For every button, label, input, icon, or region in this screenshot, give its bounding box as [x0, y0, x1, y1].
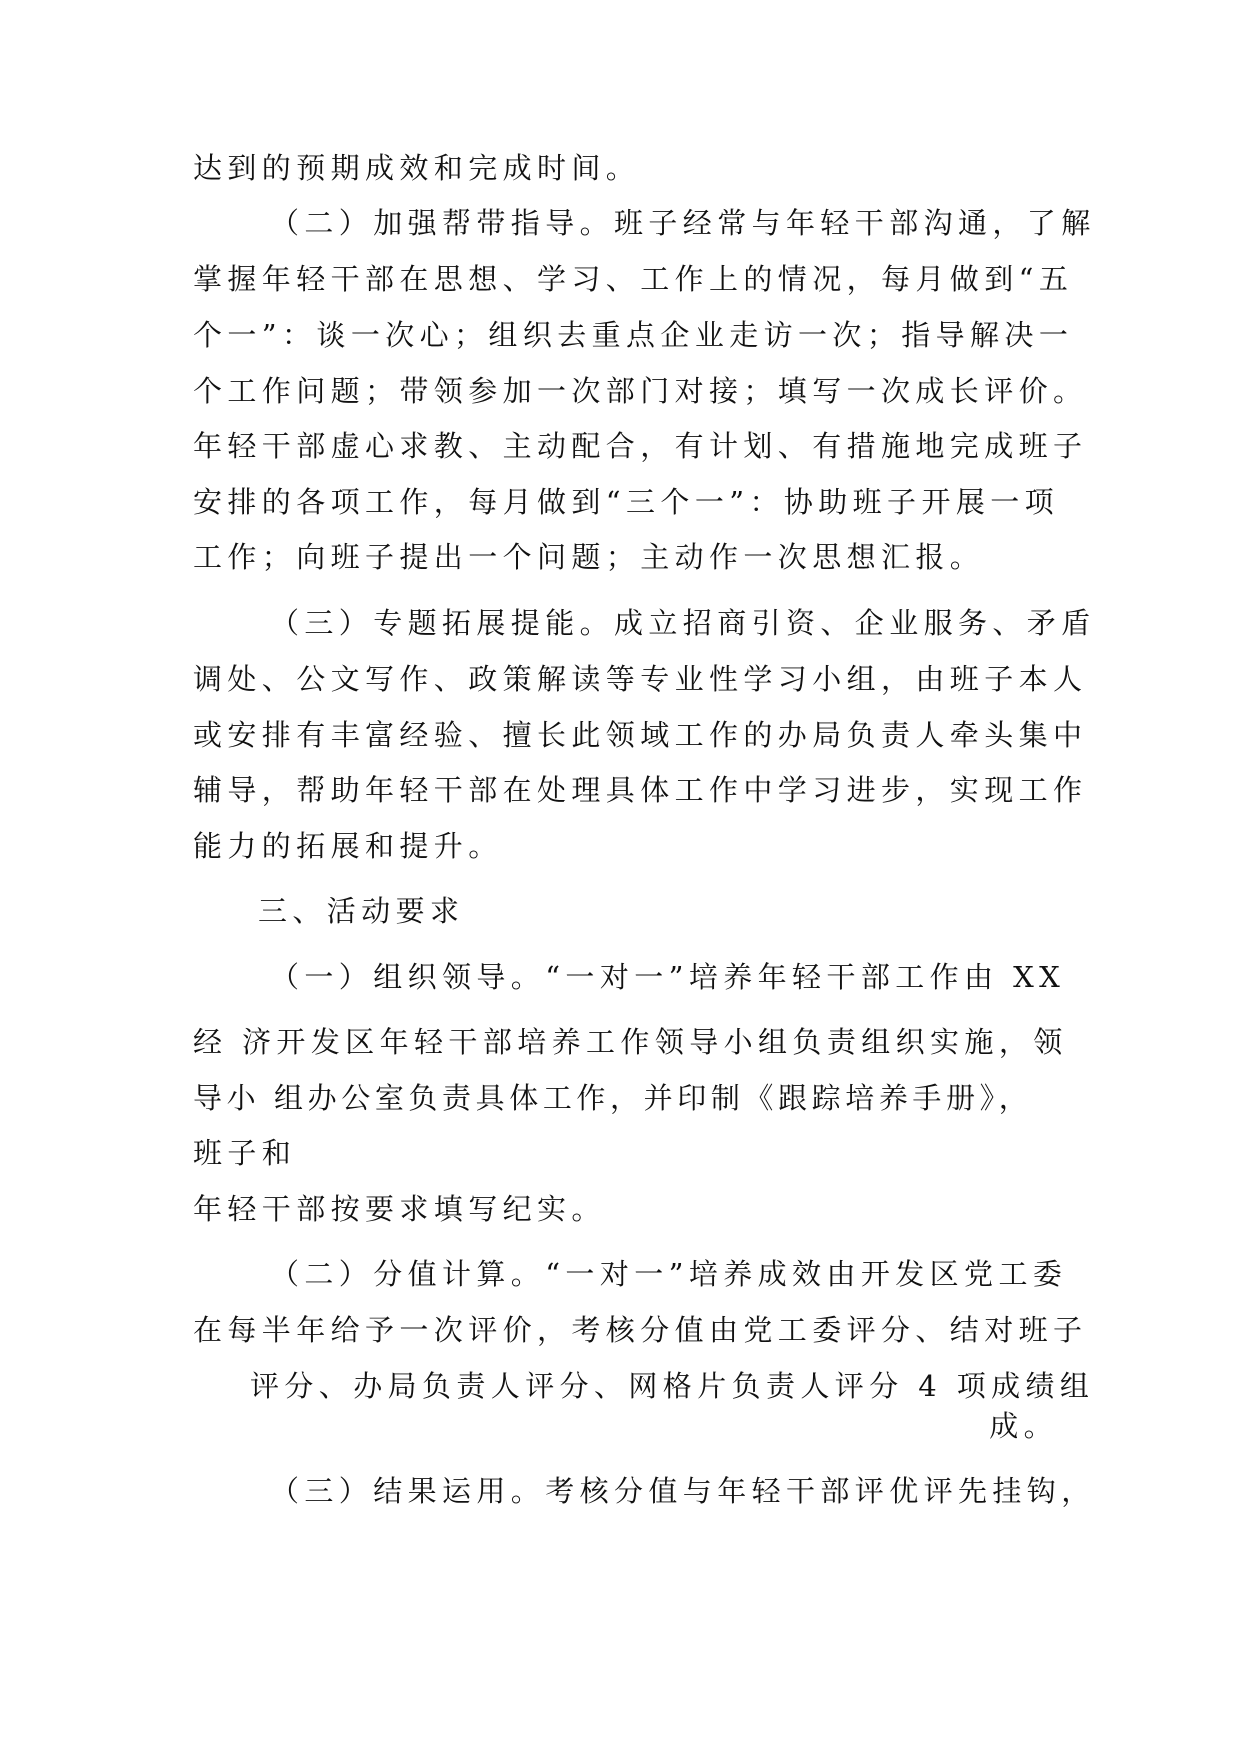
text-line: 个工作问题；带领参加一次部门对接；填写一次成长评价。 — [193, 374, 1088, 408]
text-line: 工作；向班子提出一个问题；主动作一次思想汇报。 — [193, 540, 985, 574]
text-line: 在每半年给予一次评价，考核分值由党工委评分、结对班子 — [193, 1313, 1088, 1347]
text-line: 经 济开发区年轻干部培养工作领导小组负责组织实施，领 — [193, 1025, 1068, 1059]
text-line: （三）结果运用。考核分值与年轻干部评优评先挂钩， — [270, 1474, 1096, 1508]
text-line: 导小 组办公室负责具体工作，并印制《跟踪培养手册》， — [193, 1081, 1033, 1115]
text-line: 调处、公文写作、政策解读等专业性学习小组，由班子本人 — [193, 662, 1088, 696]
text-line: 成。 — [989, 1409, 1058, 1443]
section-heading: 三、活动要求 — [258, 894, 465, 928]
text-line: 评分、办局负责人评分、网格片负责人评分 4 项成绩组 — [250, 1369, 1095, 1403]
text-line: （一）组织领导。“一对一”培养年轻干部工作由 XX — [270, 960, 1066, 994]
text-line: 达到的预期成效和完成时间。 — [193, 151, 641, 185]
text-line: 辅导，帮助年轻干部在处理具体工作中学习进步，实现工作 — [193, 773, 1088, 807]
text-line: 或安排有丰富经验、擅长此领域工作的办局负责人牵头集中 — [193, 718, 1088, 752]
text-line: （三）专题拓展提能。成立招商引资、企业服务、矛盾 — [270, 606, 1096, 640]
text-line: 能力的拓展和提升。 — [193, 829, 503, 863]
text-line: 安排的各项工作，每月做到“三个一”：协助班子开展一项 — [193, 485, 1060, 519]
text-line: 年轻干部按要求填写纪实。 — [193, 1192, 606, 1226]
text-line: 个一”：谈一次心；组织去重点企业走访一次；指导解决一 — [193, 318, 1074, 352]
text-line: （二）分值计算。“一对一”培养成效由开发区党工委 — [270, 1257, 1068, 1291]
text-line: 年轻干部虚心求教、主动配合，有计划、有措施地完成班子 — [193, 429, 1088, 463]
text-line: 班子和 — [193, 1136, 297, 1170]
text-line: （二）加强帮带指导。班子经常与年轻干部沟通，了解 — [270, 206, 1096, 240]
text-line: 掌握年轻干部在思想、学习、工作上的情况，每月做到“五 — [193, 262, 1074, 296]
